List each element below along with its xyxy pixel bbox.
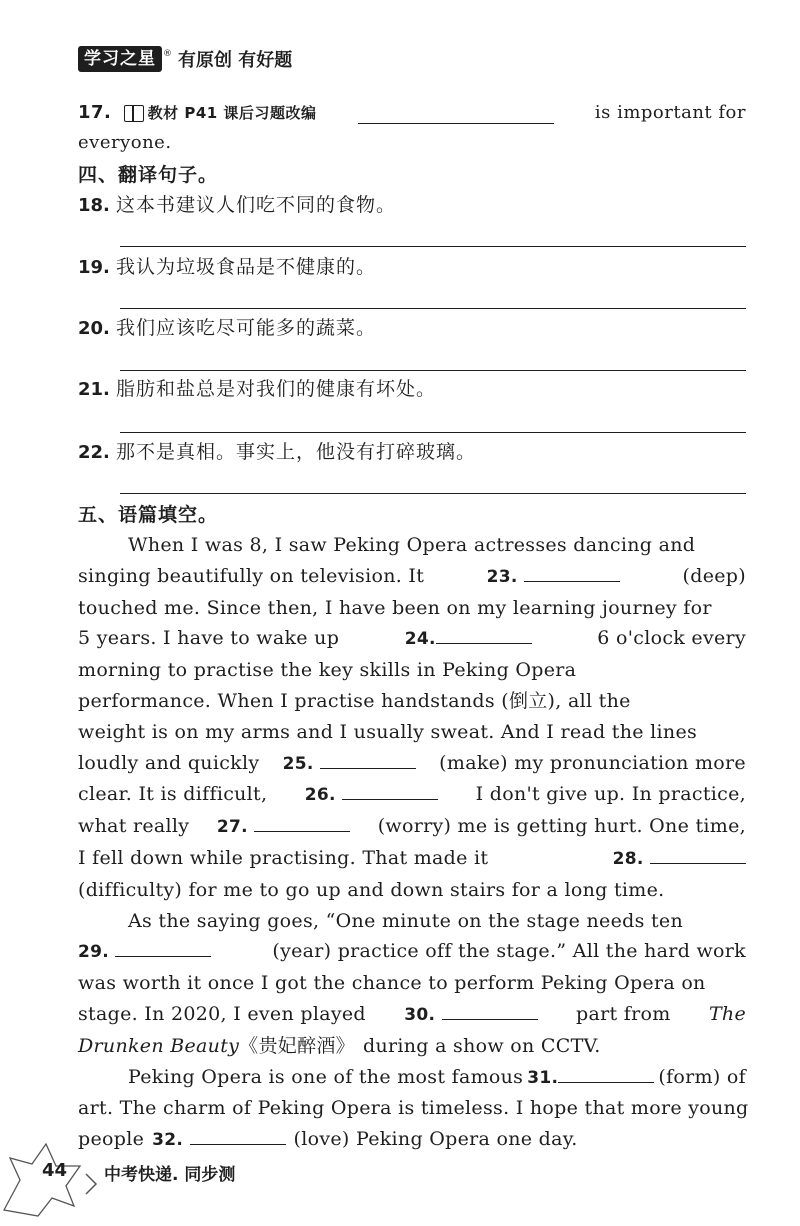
blank-number: 27. (216, 817, 248, 838)
passage-line: When I was 8, I saw Peking Opera actresses dancing and (128, 534, 696, 556)
blank-number: 31. (527, 1067, 559, 1088)
item-text: 那不是真相。事实上，他没有打碎玻璃。 (115, 441, 476, 463)
answer-blank[interactable] (442, 1001, 538, 1020)
answer-line[interactable] (120, 370, 746, 371)
translation-item (78, 252, 746, 279)
item-text: 这本书建议人们吃不同的食物。 (115, 194, 396, 216)
passage-line: 5 years. I have to wake up 24. 6 o'clock every (78, 627, 746, 650)
passage-line: weight is on my arms and I usually sweat. And I read the lines (78, 720, 698, 743)
blank-number: 28. (612, 848, 644, 869)
question-text: is important for (594, 102, 746, 123)
item-text: 我们应该吃尽可能多的蔬菜。 (115, 317, 376, 339)
passage-line: I fell down while practising. That made it 28. (78, 843, 746, 875)
passage-line: singing beautifully on television. It 23. (deep) (78, 561, 746, 593)
answer-blank[interactable] (115, 938, 211, 957)
item-text: 脂肪和盐总是对我们的健康有坏处。 (115, 378, 436, 400)
hint-word: (make) my pronunciation more (439, 751, 746, 774)
passage-line: performance. When I practise handstands (倒立), all the (78, 689, 631, 712)
header-slogan: 有原创 有好题 (178, 50, 293, 71)
answer-blank[interactable] (358, 103, 554, 124)
translation-item (78, 190, 746, 217)
answer-blank[interactable] (436, 625, 532, 644)
blank-number: 24. (404, 629, 436, 650)
question-text: everyone. (78, 132, 172, 153)
question-17 (78, 98, 746, 158)
answer-blank[interactable] (558, 1064, 654, 1083)
hint-word: (deep) (682, 564, 746, 587)
header (78, 46, 292, 72)
section-title: 五、语篇填空。 (78, 504, 219, 526)
item-number: 19. (78, 257, 110, 278)
item-number: 18. (78, 195, 110, 216)
work-title-cn: 《贵妃醉酒》 (239, 1034, 355, 1057)
item-number: 20. (78, 318, 110, 339)
answer-line[interactable] (120, 493, 746, 494)
section-title: 四、翻译句子。 (78, 164, 219, 186)
hint-word: (worry) me is getting hurt. One time, (377, 815, 746, 838)
translation-item (78, 313, 746, 340)
hint-word: (year) practice off the stage.” All the hard work (272, 940, 746, 963)
passage-line: Drunken Beauty《贵妃醉酒》 during a show on CCTV. (78, 1034, 601, 1057)
blank-number: 23. (486, 566, 518, 587)
item-text: 我认为垃圾食品是不健康的。 (115, 256, 376, 278)
translation-item (78, 437, 746, 464)
item-number: 21. (78, 379, 110, 400)
answer-blank[interactable] (342, 781, 438, 800)
book-title: 中考快递. 同步测 (104, 1165, 236, 1185)
answer-blank[interactable] (524, 563, 620, 582)
answer-line[interactable] (120, 432, 746, 433)
hint-word: (form) of (658, 1065, 746, 1088)
cloze-passage (78, 530, 749, 1156)
blank-number: 30. (404, 1004, 436, 1025)
passage-line: was worth it once I got the chance to perform Peking Opera on (78, 972, 706, 995)
question-number: 17. (78, 102, 112, 123)
translation-item (78, 374, 746, 401)
passage-line: what really 27. (worry) me is getting hurt. One time, (78, 811, 746, 843)
passage-line: (difficulty) for me to go up and down stairs for a long time. (78, 878, 665, 901)
blank-number: 29. (78, 942, 110, 963)
book-icon (124, 105, 144, 122)
passage-line: stage. In 2020, I even played 30. part from The (78, 999, 746, 1031)
passage-line: people 32. (love) Peking Opera one day. (78, 1124, 746, 1156)
passage-line: loudly and quickly 25. (make) my pronunciation more (78, 748, 746, 780)
page-footer (0, 1140, 330, 1226)
answer-blank[interactable] (254, 813, 350, 832)
work-title: Drunken Beauty (78, 1034, 240, 1057)
passage-line: art. The charm of Peking Opera is timeless. I hope that more young (78, 1097, 749, 1120)
brand-logo: 学习之星 (78, 46, 162, 72)
passage-line: clear. It is difficult, 26. I don't give up. In practice, (78, 783, 746, 806)
hint-word: (love) Peking Opera one day. (293, 1128, 578, 1151)
registered-mark: ® (163, 49, 172, 59)
answer-line[interactable] (120, 246, 746, 247)
page-number: 44 (42, 1160, 68, 1181)
passage-line: morning to practise the key skills in Peking Opera (78, 659, 577, 682)
answer-blank[interactable] (320, 750, 416, 769)
blank-number: 32. (152, 1130, 184, 1151)
answer-blank[interactable] (650, 845, 746, 864)
passage-line (78, 936, 746, 968)
passage-line: As the saying goes, “One minute on the stage needs ten (128, 909, 683, 932)
item-number: 22. (78, 442, 110, 463)
answer-line[interactable] (120, 308, 746, 309)
blank-number: 25. (282, 753, 314, 774)
textbook-note: 教材 P41 课后习题改编 (147, 104, 317, 122)
passage-line: touched me. Since then, I have been on my learning journey for (78, 596, 712, 619)
work-title: The (708, 1002, 746, 1025)
passage-line: Peking Opera is one of the most famous 31. (form) of (78, 1062, 746, 1094)
blank-number: 26. (304, 785, 336, 806)
